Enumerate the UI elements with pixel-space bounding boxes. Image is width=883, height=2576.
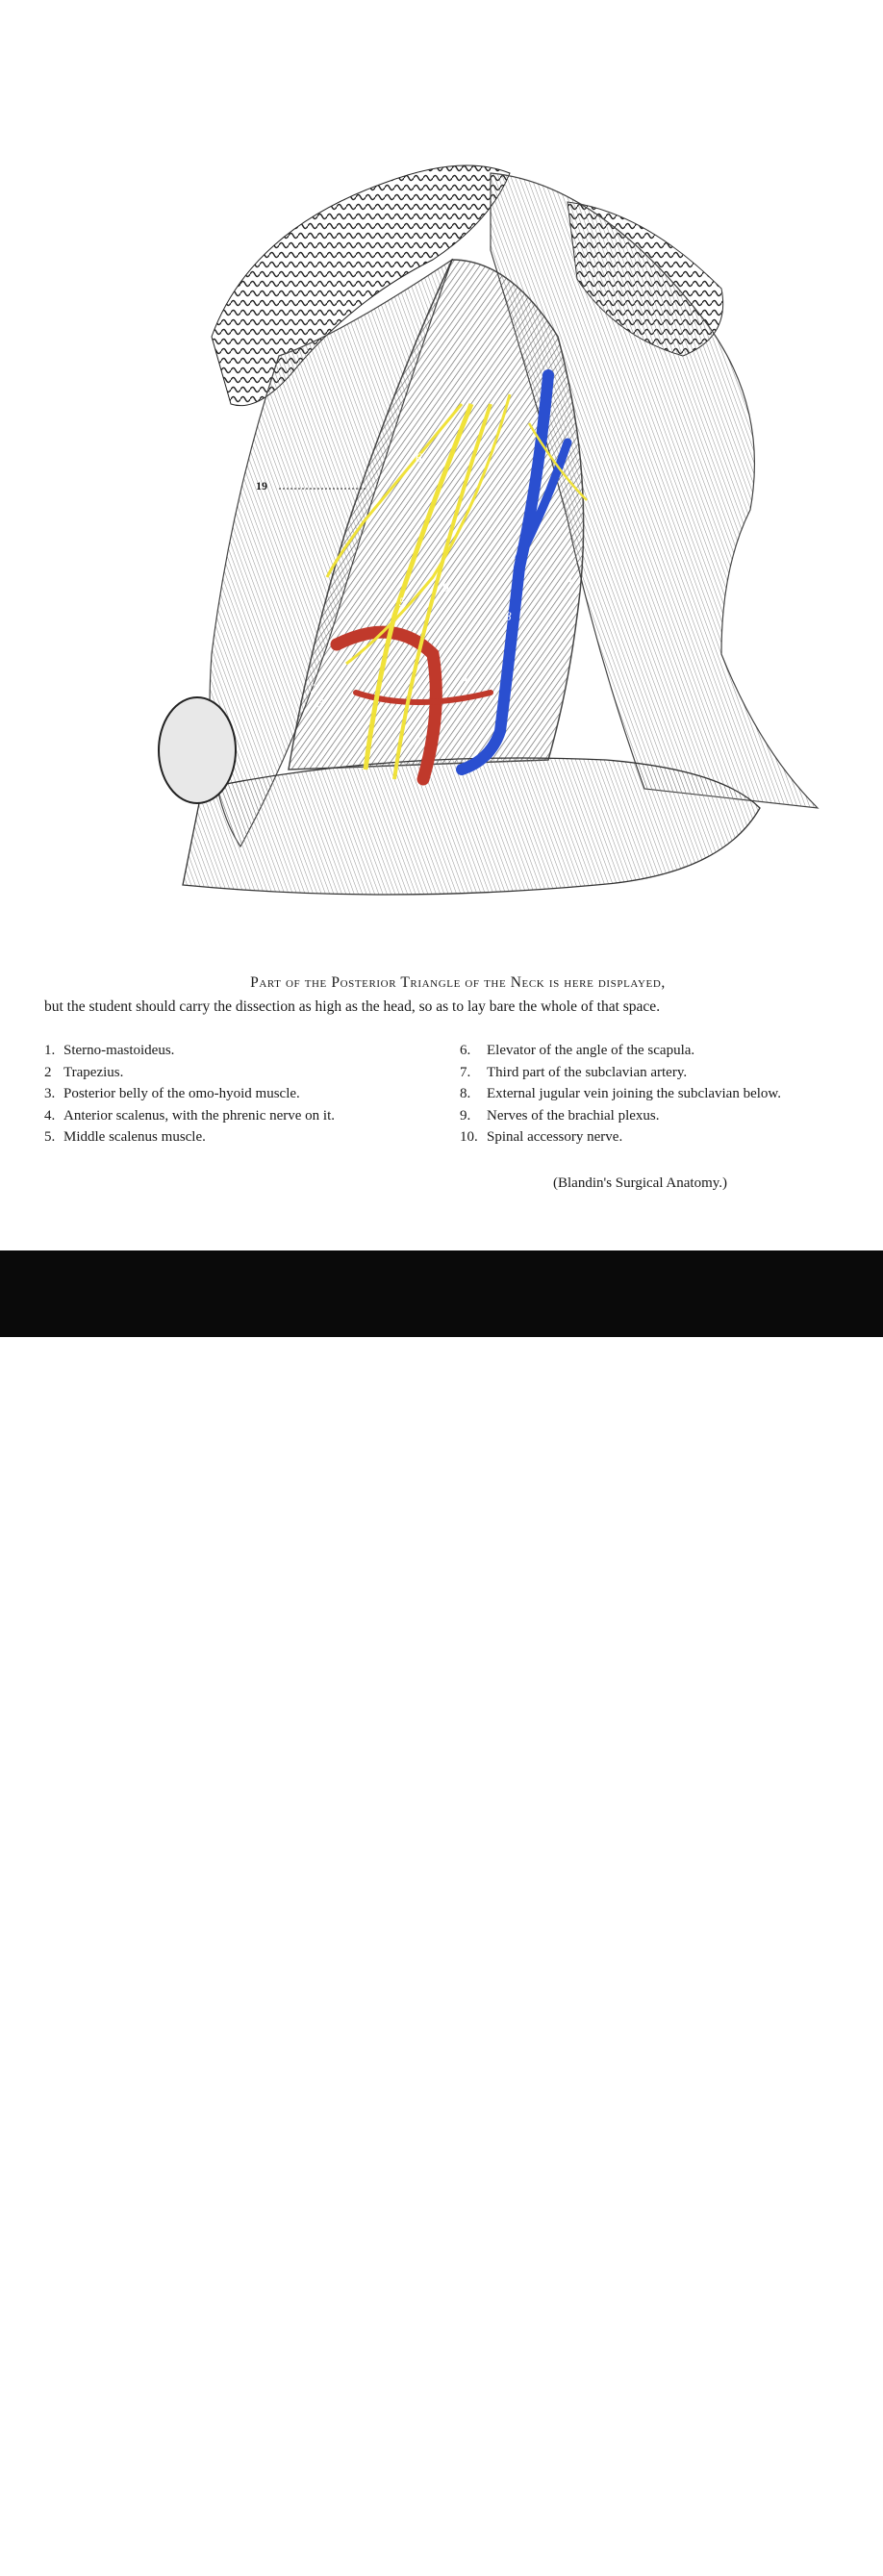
legend-item: 5. Middle scalenus muscle.	[44, 1129, 206, 1145]
legend-item: 10. Spinal accessory nerve.	[460, 1129, 623, 1145]
region-number: 9	[442, 580, 449, 594]
svg-text:alamy: alamy	[21, 2520, 164, 2576]
legend-item: 2 Trapezius.	[44, 1064, 124, 1080]
region-number: 5	[399, 594, 406, 609]
region-number: 4	[462, 671, 468, 686]
region-number: 3	[317, 695, 324, 710]
region-number: 2	[311, 681, 317, 695]
region-number: 6	[416, 450, 422, 465]
legend-item: 3. Posterior belly of the omo-hyoid muscle.	[44, 1086, 300, 1101]
legend-item: 8. External jugular vein joining the subclavian below.	[460, 1086, 782, 1101]
neck-dissection-illustration	[144, 115, 837, 943]
shoulder-bone	[159, 697, 236, 803]
caption-body: but the student should carry the dissection as high as the head, so as to lay bare the whole of that space.	[44, 998, 661, 1015]
legend-item: 1. Sterno-mastoideus.	[44, 1043, 175, 1058]
legend-item: 7. Third part of the subclavian artery.	[460, 1064, 688, 1080]
image-id: 2E45R8T	[737, 2522, 825, 2543]
region-number: 7	[414, 734, 420, 748]
watermark-footer	[0, 1250, 883, 2576]
region-number: 1	[568, 570, 574, 585]
caption-title: Part of the Posterior Triangle of the Neck is here displayed,	[250, 974, 666, 991]
legend-item: 4. Anterior scalenus, with the phrenic nerve on it.	[44, 1107, 335, 1124]
legend-item: 9. Nerves of the brachial plexus.	[460, 1107, 660, 1124]
legend-left-column	[44, 1040, 429, 1149]
plate	[0, 0, 883, 1250]
site-url: www.alamy.com	[737, 2552, 834, 2567]
legend-item: 6. Elevator of the angle of the scapula.	[460, 1043, 695, 1058]
region-number: 8	[505, 609, 512, 623]
legend-right-column	[460, 1040, 864, 1149]
source-citation: (Blandin's Surgical Anatomy.)	[553, 1175, 728, 1191]
callout-label-19: 19	[256, 479, 267, 492]
alamy-logo	[21, 2518, 262, 2576]
clavicle-band	[183, 758, 760, 895]
